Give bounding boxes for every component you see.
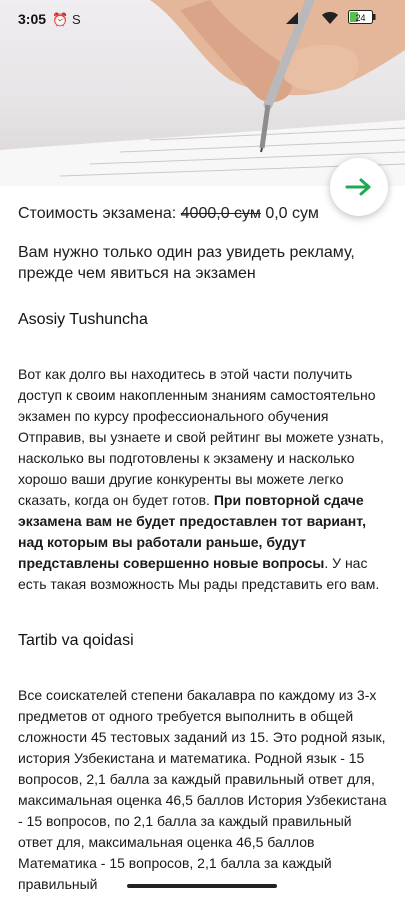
status-bar bbox=[0, 0, 405, 40]
signal-icon bbox=[286, 12, 298, 27]
home-indicator[interactable] bbox=[127, 884, 277, 888]
section-title-basic-concept: Asosiy Tushuncha bbox=[18, 311, 148, 328]
section-text-basic-concept: Вот как долго вы находитесь в этой части получить доступ к своим накопленным знаниям самостоятельно экзамен по курсу профессионального обучения Отправив, вы узнаете и свой рейтинг вы можете узнать, насколько вы подготовлены к экзамену и насколько хорошо ваши другие конкуренты вы можете легко сказать, когда он будет готов. При повторной сдаче экзамена вам не будет предоставлен тот вариант, над которым вы работали раньше, будут представлены совершенно новые вопросы. У нас есть такая возможность Мы рады представить его вам. bbox=[18, 366, 384, 592]
hero-image bbox=[0, 0, 405, 186]
exam-info bbox=[18, 200, 388, 895]
wifi-icon bbox=[322, 12, 338, 27]
svg-text:24: 24 bbox=[355, 13, 366, 23]
section-text-rules: Все соискателей степени бакалавра по каждому из 3-х предметов от одного требуется выполнить в общей сложности 45 тестовых заданий из 15. Это родной язык, история Узбекистана и математика. Родной язык - 15 вопросов, 2,1 балла за каждый правильный ответ для, максимальная оценка 46,5 баллов История Узбекистана - 15 вопросов, по 2,1 балла за каждый правильный ответ для, максимальная оценка 46,5 баллов Математика - 15 вопросов, 2,1 балла за каждый правильный bbox=[18, 687, 387, 892]
alarm-icon: ⏰ bbox=[52, 12, 69, 27]
battery-icon bbox=[348, 10, 376, 27]
s-app-icon: S bbox=[72, 12, 81, 27]
next-button[interactable] bbox=[330, 158, 388, 216]
arrow-right-icon bbox=[345, 177, 373, 197]
price-old: 4000,0 сум bbox=[180, 205, 261, 222]
price-new: 0,0 сум bbox=[265, 205, 319, 222]
status-time: 3:05 bbox=[18, 11, 47, 27]
ad-notice: Вам нужно только один раз увидеть рекламу, прежде чем явиться на экзамен bbox=[18, 244, 355, 282]
exam-price bbox=[18, 204, 388, 224]
section-title-rules: Tartib va qoidasi bbox=[18, 632, 134, 649]
price-label: Стоимость экзамена: bbox=[18, 205, 177, 222]
